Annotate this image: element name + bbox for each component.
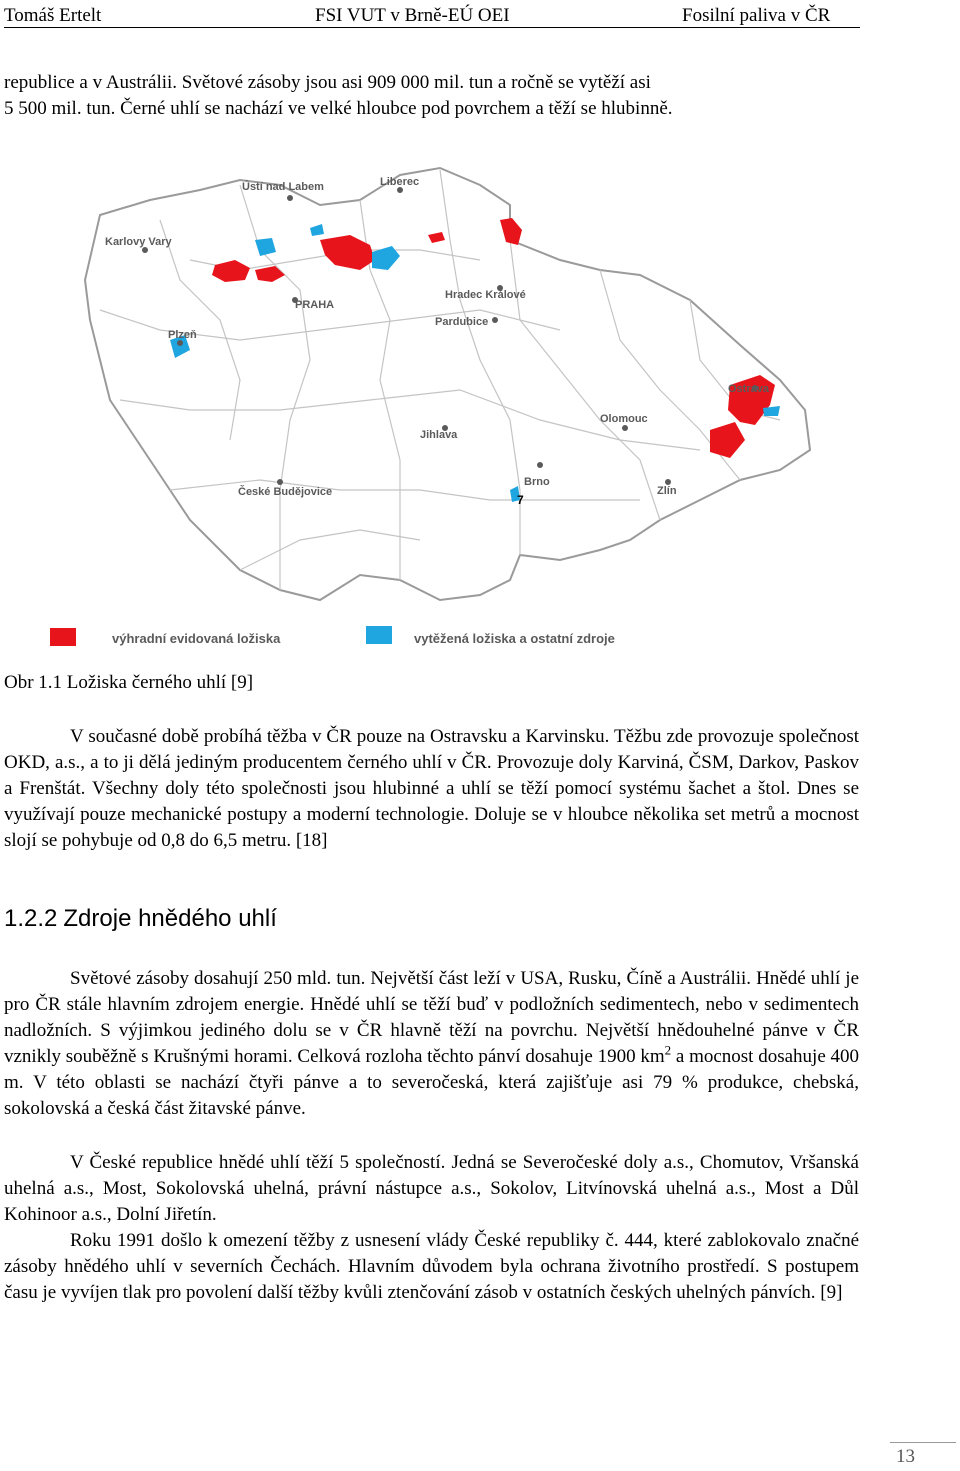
city-label-karlovy-vary: Karlovy Vary: [105, 236, 172, 248]
section-number: 1.2.2: [4, 905, 58, 932]
page-number-rule: [890, 1442, 956, 1443]
paragraph-brown-coal-text-2: a mocnost dosahuje 400 m. V této oblasti se nachází čtyři pánve a to severočeská, která zajišťuje asi 79 % produkce, chebská, sokolovská a česká část žitavské pánve.: [4, 1046, 859, 1119]
city-label-zlin: Zlín: [657, 485, 677, 497]
paragraph-black-coal: V současné době probíhá těžba v ČR pouze na Ostravsku a Karvinsku. Těžbu zde provozuje společnost OKD, a.s., a to ji dělá jediným producentem černého uhlí v ČR. Provozuje doly Karviná, ČSM, Darkov, Paskov a Frenštát. Všechny doly této společnosti jsou hlubinné a uhlí se těží pomocí systému šachet a štol. Dnes se využívají pouze mechanické postupy a moderní technologie. Doluje se v hloubce několika set metrů a mocnost slojí se pohybuje od 0,8 do 6,5 metru. [18]: [4, 726, 859, 851]
header-author: Tomáš Ertelt: [4, 5, 102, 26]
city-label-olomouc: Olomouc: [600, 413, 648, 425]
legend-swatch-blue: [366, 626, 392, 644]
figure-caption: Obr 1.1 Ložiska černého uhlí [9]: [4, 672, 254, 693]
area-unit-superscript: 2: [664, 1042, 672, 1058]
city-dot-usti: [287, 195, 293, 201]
city-dot-olomouc: [622, 425, 628, 431]
paragraph-brown-coal-text-1: Světové zásoby dosahují 250 mld. tun. Největší část leží v USA, Rusku, Číně a Austrálii. Hnědé uhlí je pro ČR stále hlavním zdrojem energie. Hnědé uhlí se těží buď v podložních sedimentech, nebo v sedimentech nadložních. S výjimkou jediného dolu se v ČR hlavně těží na povrchu. Největší hnědouhelné pánve v ČR vznikly souběžně s Krušnými horami. Celková rozloha těchto pánví dosahuje 1900 km: [4, 968, 859, 1067]
city-label-usti: Ústí nad Labem: [242, 181, 324, 193]
header-topic: Fosilní paliva v ČR: [682, 5, 831, 26]
city-label-plzen: Plzeň: [168, 329, 197, 341]
city-label-ostrava: Ostrava: [728, 383, 769, 395]
map-legend: [50, 626, 615, 646]
coal-deposits-map: [40, 160, 840, 660]
city-label-jihlava: Jihlava: [420, 429, 458, 441]
paragraph-restriction: Roku 1991 došlo k omezení těžby z usnesení vlády České republiky č. 444, které zablokovalo značné zásoby hnědého uhlí v severních Čechách. Hlavním důvodem byla ochrana životního prostředí. S postupem času je vyvíjen tlak pro povolení další těžby kvůli ztenčování zásob v ostatních českých uhelných pánvích. [9]: [4, 1230, 859, 1303]
czech-republic-outline: [85, 168, 810, 600]
city-label-praha: PRAHA: [295, 299, 335, 311]
header-institution: FSI VUT v Brně-EÚ OEI: [315, 5, 510, 26]
city-dot-brno: [537, 462, 543, 468]
section-title: Zdroje hnědého uhlí: [63, 905, 277, 932]
page-header: [4, 3, 860, 28]
intro-line-1: republice a v Austrálii. Světové zásoby jsou asi 909 000 mil. tun a ročně se vytěží asi: [4, 72, 651, 93]
city-label-ceske-budejovice: České Budějovice: [238, 486, 333, 498]
page-number: 13: [896, 1446, 915, 1467]
city-label-pardubice: Pardubice: [435, 316, 489, 328]
paragraph-companies: V České republice hnědé uhlí těží 5 společností. Jedná se Severočeské doly a.s., Chomutov, Vršanská uhelná a.s., Most, Sokolovská uhelná, právní nástupce a.s., Sokolov, Litvínovská uhelná a.s., Most a Důl Kohinoor a.s., Dolní Jiřetín.: [4, 1152, 859, 1225]
city-label-hradec: Hradec Králové: [445, 289, 526, 301]
city-label-liberec: Liberec: [380, 176, 420, 188]
legend-label-red: výhradní evidovaná ložiska: [112, 631, 281, 646]
legend-label-blue: vytěžená ložiska a ostatní zdroje: [414, 631, 615, 646]
section-heading: [4, 905, 277, 933]
paragraph-brown-coal: [4, 966, 859, 1122]
city-label-brno: Brno: [524, 476, 550, 488]
intro-line-2: 5 500 mil. tun. Černé uhlí se nachází ve velké hloubce pod povrchem a těží se hlubinně.: [4, 98, 673, 119]
city-dot-pardubice: [492, 317, 498, 323]
legend-swatch-red: [50, 628, 76, 646]
city-dot-ceske-budejovice: [277, 479, 283, 485]
marker-number: 7: [517, 493, 524, 507]
